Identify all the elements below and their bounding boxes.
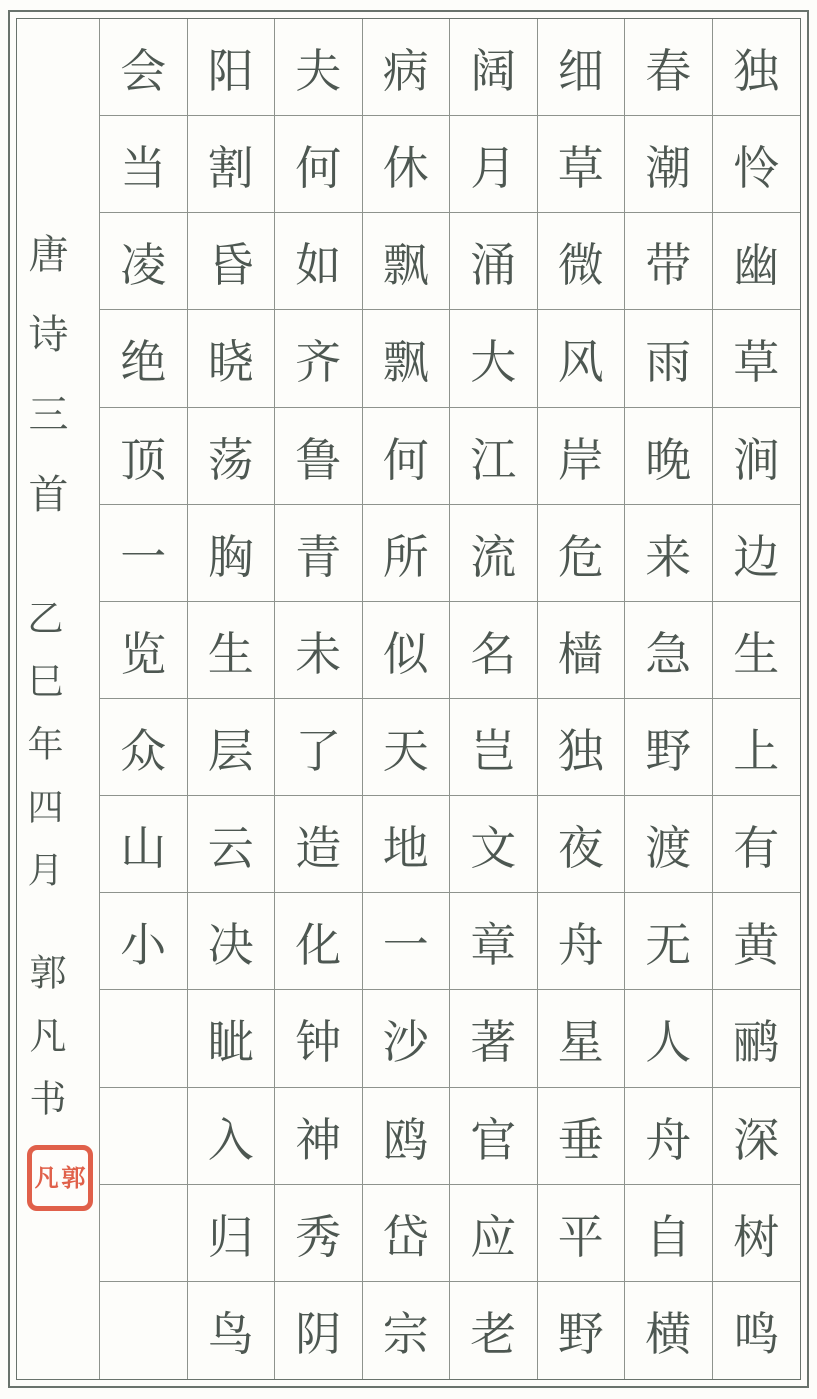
grid-cell [100, 116, 188, 213]
grid-character: 一 [382, 918, 429, 973]
grid-character: 星 [557, 1015, 604, 1070]
grid-character: 病 [382, 44, 429, 99]
grid-character: 如 [295, 238, 342, 293]
grid-cell [188, 213, 276, 310]
seal-char-right: 郭 [61, 1163, 86, 1192]
grid-cell [363, 796, 451, 893]
grid-character: 急 [645, 626, 692, 681]
grid-cell [275, 213, 363, 310]
grid-cell [188, 602, 276, 699]
grid-cell [188, 310, 276, 407]
grid-character: 鸣 [733, 1307, 780, 1362]
grid-character: 造 [295, 821, 342, 876]
grid-cell [625, 602, 713, 699]
grid-cell [100, 602, 188, 699]
grid-character: 决 [207, 918, 254, 973]
grid-character: 顶 [120, 432, 167, 487]
grid-cell [275, 310, 363, 407]
grid-character: 野 [557, 1307, 604, 1362]
grid-cell [188, 1185, 276, 1282]
grid-character: 当 [120, 141, 167, 196]
grid-character: 平 [557, 1209, 604, 1264]
grid-cell [713, 213, 801, 310]
seal-char-left: 凡 [34, 1163, 59, 1192]
grid-cell [538, 1185, 626, 1282]
grid-character: 江 [470, 432, 517, 487]
grid-cell [100, 990, 188, 1087]
grid-cell [275, 116, 363, 213]
grid-character: 山 [120, 821, 167, 876]
grid-character: 飘 [382, 238, 429, 293]
grid-character: 鹂 [733, 1015, 780, 1070]
grid-character: 齐 [295, 335, 342, 390]
inscription-title: 唐诗三首 [22, 233, 68, 553]
grid-cell [275, 1088, 363, 1185]
grid-character: 阔 [470, 44, 517, 99]
grid-character: 休 [382, 141, 429, 196]
grid-cell [713, 602, 801, 699]
grid-cell [363, 893, 451, 990]
grid-character: 人 [645, 1015, 692, 1070]
grid-character: 岂 [470, 724, 517, 779]
grid-character: 层 [207, 724, 254, 779]
grid-cell [450, 796, 538, 893]
grid-character: 樯 [557, 626, 604, 681]
grid-character: 入 [207, 1112, 254, 1167]
grid-cell [275, 1185, 363, 1282]
grid-cell [713, 796, 801, 893]
grid-character: 割 [207, 141, 254, 196]
grid-cell [538, 990, 626, 1087]
grid-cell [713, 310, 801, 407]
grid-character: 沙 [382, 1015, 429, 1070]
grid-character: 大 [470, 335, 517, 390]
grid-cell [713, 408, 801, 505]
grid-character: 荡 [207, 432, 254, 487]
grid-character: 岸 [557, 432, 604, 487]
grid-character: 鸥 [382, 1112, 429, 1167]
grid-character: 钟 [295, 1015, 342, 1070]
grid-character: 涧 [733, 432, 780, 487]
grid-character: 怜 [733, 141, 780, 196]
grid-cell [363, 1088, 451, 1185]
grid-character: 老 [470, 1307, 517, 1362]
grid-character: 雨 [645, 335, 692, 390]
grid-character: 树 [733, 1209, 780, 1264]
grid-character: 归 [207, 1209, 254, 1264]
grid-cell [538, 213, 626, 310]
grid-character: 绝 [120, 335, 167, 390]
grid-cell [100, 408, 188, 505]
grid-cell [625, 1088, 713, 1185]
grid-cell [363, 1282, 451, 1379]
grid-cell [363, 310, 451, 407]
grid-cell [625, 19, 713, 116]
grid-cell [363, 408, 451, 505]
grid-cell [713, 893, 801, 990]
grid-cell [100, 893, 188, 990]
grid-character: 神 [295, 1112, 342, 1167]
grid-cell [713, 505, 801, 602]
grid-cell [363, 213, 451, 310]
grid-cell [275, 19, 363, 116]
grid-character: 涌 [470, 238, 517, 293]
grid-character: 秀 [295, 1209, 342, 1264]
grid-cell [100, 1088, 188, 1185]
grid-character: 会 [120, 44, 167, 99]
grid-cell [450, 1088, 538, 1185]
grid-character: 云 [207, 821, 254, 876]
grid-character: 无 [645, 918, 692, 973]
grid-cell [625, 796, 713, 893]
grid-cell [450, 116, 538, 213]
grid-cell [100, 19, 188, 116]
grid-character: 胸 [207, 529, 254, 584]
grid-cell [275, 602, 363, 699]
grid-cell [100, 1282, 188, 1379]
grid-cell [363, 19, 451, 116]
grid-character: 春 [645, 44, 692, 99]
grid-cell [625, 990, 713, 1087]
grid-cell [450, 893, 538, 990]
grid-cell [188, 116, 276, 213]
grid-cell [538, 116, 626, 213]
grid-character: 舟 [557, 918, 604, 973]
grid-character: 横 [645, 1307, 692, 1362]
grid-character: 阴 [295, 1307, 342, 1362]
grid-cell [625, 1282, 713, 1379]
grid-character: 渡 [645, 821, 692, 876]
grid-character: 上 [733, 724, 780, 779]
grid-character: 岱 [382, 1209, 429, 1264]
grid-cell [538, 19, 626, 116]
grid-character: 风 [557, 335, 604, 390]
grid-character: 鲁 [295, 432, 342, 487]
grid-cell [625, 699, 713, 796]
grid-character: 草 [557, 141, 604, 196]
grid-character: 微 [557, 238, 604, 293]
grid-character: 何 [382, 432, 429, 487]
grid-character: 众 [120, 724, 167, 779]
grid-cell [538, 1088, 626, 1185]
grid-cell [363, 505, 451, 602]
grid-cell [363, 990, 451, 1087]
outer-frame [8, 10, 809, 1388]
grid-character: 所 [382, 529, 429, 584]
grid-cell [363, 116, 451, 213]
grid-character: 昏 [207, 238, 254, 293]
grid-cell [625, 310, 713, 407]
grid-character: 独 [557, 724, 604, 779]
grid-cell [713, 1088, 801, 1185]
grid-character: 名 [470, 626, 517, 681]
grid-character: 文 [470, 821, 517, 876]
grid-cell [713, 1282, 801, 1379]
grid-character: 化 [295, 918, 342, 973]
grid-character: 章 [470, 918, 517, 973]
grid-cell [100, 213, 188, 310]
grid-cell [538, 505, 626, 602]
grid-cell [275, 408, 363, 505]
grid-cell [363, 699, 451, 796]
grid-cell [713, 990, 801, 1087]
grid-cell [100, 505, 188, 602]
grid-cell [450, 408, 538, 505]
inscription-signature: 郭凡书 [23, 953, 66, 1142]
grid-character: 潮 [645, 141, 692, 196]
grid-cell [188, 893, 276, 990]
grid-character: 官 [470, 1112, 517, 1167]
grid-cell [538, 408, 626, 505]
grid-character: 地 [382, 821, 429, 876]
grid-character: 夫 [295, 44, 342, 99]
grid-character: 青 [295, 529, 342, 584]
grid-character: 未 [295, 626, 342, 681]
grid-character: 舟 [645, 1112, 692, 1167]
grid-character: 生 [207, 626, 254, 681]
grid-character: 鸟 [207, 1307, 254, 1362]
grid-cell [275, 893, 363, 990]
grid-character: 黄 [733, 918, 780, 973]
grid-character: 流 [470, 529, 517, 584]
grid-character: 夜 [557, 821, 604, 876]
poem-grid [99, 19, 800, 1379]
grid-cell [100, 310, 188, 407]
grid-cell [713, 116, 801, 213]
grid-cell [713, 1185, 801, 1282]
grid-cell [275, 796, 363, 893]
grid-cell [538, 1282, 626, 1379]
grid-cell [538, 699, 626, 796]
inner-frame [16, 18, 801, 1380]
grid-character: 凌 [120, 238, 167, 293]
grid-cell [713, 19, 801, 116]
grid-cell [188, 699, 276, 796]
grid-cell [188, 796, 276, 893]
grid-cell [625, 408, 713, 505]
grid-cell [275, 1282, 363, 1379]
grid-character: 一 [120, 529, 167, 584]
grid-character: 阳 [207, 44, 254, 99]
grid-cell [363, 1185, 451, 1282]
grid-cell [100, 796, 188, 893]
grid-cell [275, 990, 363, 1087]
grid-character: 了 [295, 724, 342, 779]
grid-cell [100, 699, 188, 796]
grid-cell [450, 505, 538, 602]
grid-cell [100, 1185, 188, 1282]
grid-cell [538, 796, 626, 893]
grid-cell [275, 505, 363, 602]
grid-cell [450, 1282, 538, 1379]
grid-character: 生 [733, 626, 780, 681]
grid-character: 野 [645, 724, 692, 779]
artist-seal [27, 1145, 93, 1211]
grid-cell [450, 990, 538, 1087]
grid-cell [188, 19, 276, 116]
grid-cell [450, 19, 538, 116]
grid-character: 自 [645, 1209, 692, 1264]
grid-cell [625, 1185, 713, 1282]
grid-character: 飘 [382, 335, 429, 390]
grid-character: 宗 [382, 1307, 429, 1362]
grid-cell [625, 893, 713, 990]
grid-cell [450, 602, 538, 699]
grid-character: 月 [470, 141, 517, 196]
grid-character: 有 [733, 821, 780, 876]
grid-cell [275, 699, 363, 796]
grid-cell [450, 1185, 538, 1282]
grid-cell [450, 213, 538, 310]
inscription-column [17, 19, 99, 1379]
grid-cell [625, 116, 713, 213]
grid-cell [538, 602, 626, 699]
grid-character: 览 [120, 626, 167, 681]
grid-character: 晓 [207, 335, 254, 390]
grid-character: 危 [557, 529, 604, 584]
grid-cell [188, 1088, 276, 1185]
grid-cell [625, 213, 713, 310]
grid-cell [363, 602, 451, 699]
grid-character: 天 [382, 724, 429, 779]
grid-character: 垂 [557, 1112, 604, 1167]
grid-cell [188, 408, 276, 505]
grid-cell [625, 505, 713, 602]
inscription-date: 乙巳年四月 [22, 599, 63, 914]
grid-cell [450, 699, 538, 796]
grid-character: 应 [470, 1209, 517, 1264]
grid-character: 晚 [645, 432, 692, 487]
grid-character: 独 [733, 44, 780, 99]
grid-cell [188, 1282, 276, 1379]
grid-character: 带 [645, 238, 692, 293]
grid-cell [450, 310, 538, 407]
grid-character: 小 [120, 918, 167, 973]
grid-cell [538, 310, 626, 407]
grid-character: 边 [733, 529, 780, 584]
grid-cell [188, 990, 276, 1087]
grid-cell [713, 699, 801, 796]
grid-character: 草 [733, 335, 780, 390]
grid-cell [188, 505, 276, 602]
grid-character: 深 [733, 1112, 780, 1167]
grid-character: 著 [470, 1015, 517, 1070]
grid-character: 幽 [733, 238, 780, 293]
grid-character: 细 [557, 44, 604, 99]
grid-character: 何 [295, 141, 342, 196]
grid-character: 眦 [207, 1015, 254, 1070]
grid-character: 似 [382, 626, 429, 681]
grid-character: 来 [645, 529, 692, 584]
grid-cell [538, 893, 626, 990]
